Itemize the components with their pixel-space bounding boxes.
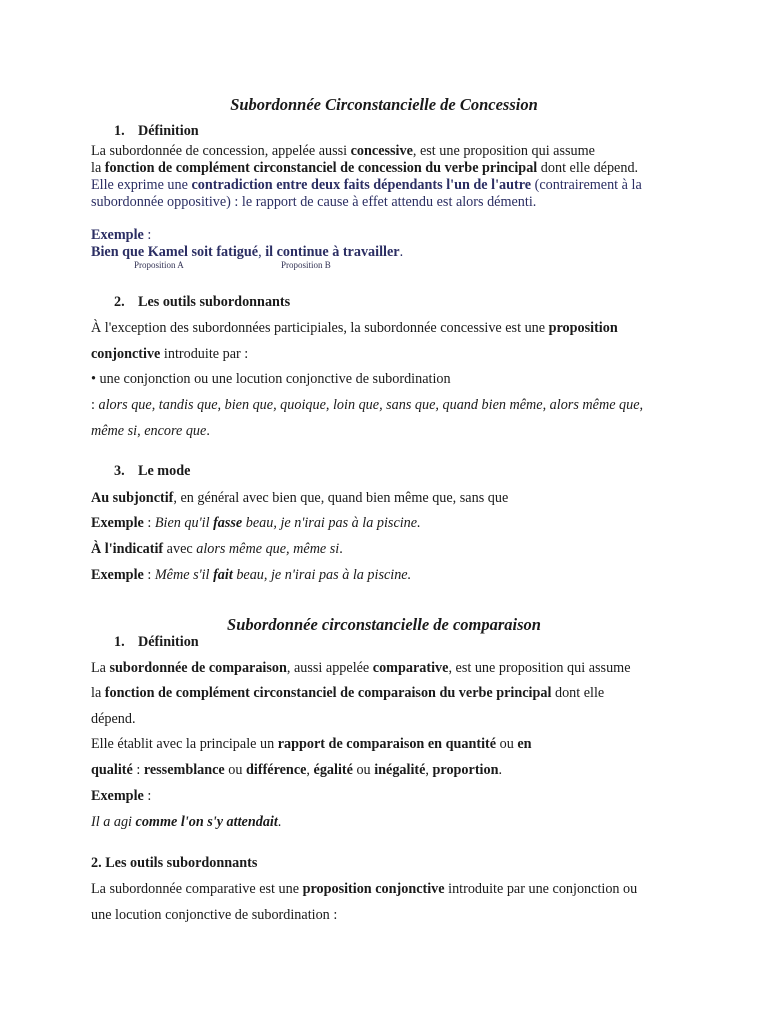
paragraph-line: qualité : ressemblance ou différence, égalité ou inégalité, proportion.: [91, 762, 503, 778]
paragraph-line: La subordonnée comparative est une proposition conjonctive introduite par une conjonction ou: [91, 881, 638, 897]
annotation-proposition-a: Proposition A: [134, 260, 184, 270]
paragraph-line: À l'exception des subordonnées participiales, la subordonnée concessive est une proposition: [91, 320, 618, 336]
paragraph-line: Elle exprime une contradiction entre deux faits dépendants l'un de l'autre (contrairement à la: [91, 177, 642, 193]
paragraph-line: une locution conjonctive de subordination :: [91, 907, 338, 923]
section-title-comparaison: Subordonnée circonstancielle de comparaison: [227, 615, 541, 634]
paragraph-line: Elle établit avec la principale un rapport de comparaison en quantité ou en: [91, 736, 532, 752]
heading-outils-concession: 2. Les outils subordonnants: [114, 294, 291, 310]
paragraph-line: la fonction de complément circonstanciel de concession du verbe principal dont elle dépend.: [91, 160, 639, 176]
annotation-proposition-b: Proposition B: [281, 260, 331, 270]
paragraph-line: : alors que, tandis que, bien que, quoique, loin que, sans que, quand bien même, alors même que,: [91, 397, 644, 413]
example-label: Exemple :: [91, 227, 152, 243]
heading-definition-concession: 1. Définition: [114, 123, 199, 139]
paragraph-line: La subordonnée de concession, appelée aussi concessive, est une proposition qui assume: [91, 143, 595, 159]
paragraph-line: subordonnée oppositive) : le rapport de cause à effet attendu est alors démenti.: [91, 194, 537, 210]
paragraph-line: À l'indicatif avec alors même que, même si.: [91, 541, 343, 557]
heading-outils-comparaison: 2. Les outils subordonnants: [91, 855, 258, 871]
example-sentence: Il a agi comme l'on s'y attendait.: [91, 814, 282, 830]
bullet-line: • une conjonction ou une locution conjonctive de subordination: [91, 371, 451, 387]
example-label: Exemple :: [91, 788, 152, 804]
paragraph-line: conjonctive introduite par :: [91, 346, 249, 362]
paragraph-line: Au subjonctif, en général avec bien que, quand bien même que, sans que: [91, 490, 509, 506]
heading-definition-comparaison: 1. Définition: [114, 634, 199, 650]
example-sentence: Bien que Kamel soit fatigué, il continue à travailler.: [91, 244, 404, 260]
paragraph-line: La subordonnée de comparaison, aussi appelée comparative, est une proposition qui assume: [91, 660, 631, 676]
section-title-concession: Subordonnée Circonstancielle de Concession: [230, 95, 538, 114]
paragraph-line: dépend.: [91, 711, 136, 727]
paragraph-line: même si, encore que.: [91, 423, 210, 439]
heading-mode: 3. Le mode: [114, 463, 191, 479]
paragraph-line: la fonction de complément circonstanciel de comparaison du verbe principal dont elle: [91, 685, 605, 701]
paragraph-line: Exemple : Même s'il fait beau, je n'irai pas à la piscine.: [91, 567, 412, 583]
paragraph-line: Exemple : Bien qu'il fasse beau, je n'irai pas à la piscine.: [91, 515, 421, 531]
